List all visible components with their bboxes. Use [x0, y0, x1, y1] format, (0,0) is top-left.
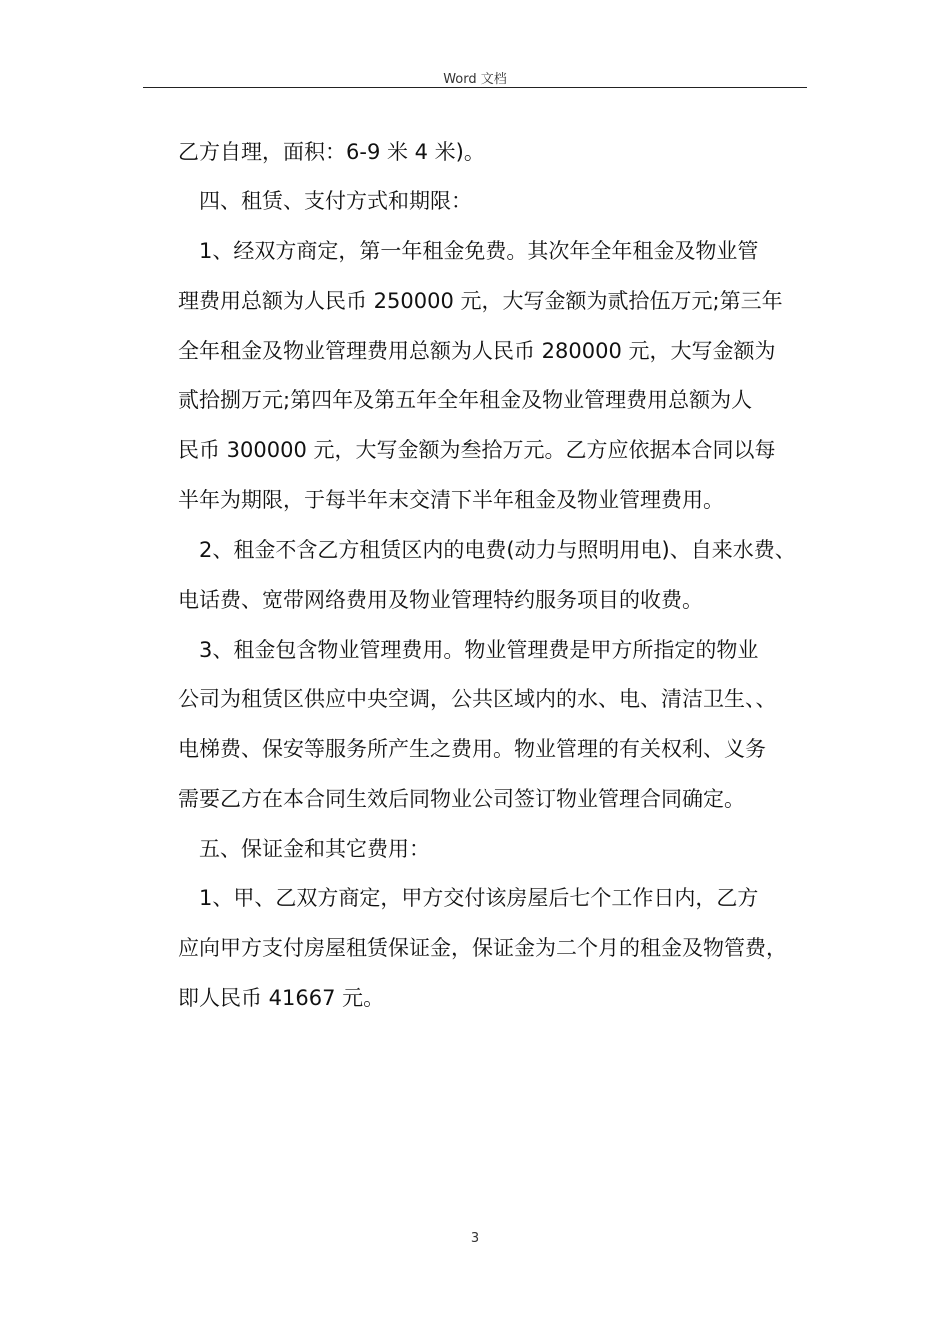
body-line: 3、租金包含物业管理费用。物业管理费是甲方所指定的物业 — [199, 638, 759, 662]
body-line: 贰拾捌万元;第四年及第五年全年租金及物业管理费用总额为人 — [178, 388, 753, 412]
section-heading: 四、租赁、支付方式和期限： — [199, 189, 472, 213]
body-line: 即人民币 41667 元。 — [178, 986, 385, 1010]
body-line: 应向甲方支付房屋租赁保证金，保证金为二个月的租金及物管费， — [178, 936, 787, 960]
page-header-title: Word 文档 — [443, 72, 507, 87]
body-line: 民币 300000 元，大写金额为叁拾万元。乙方应依据本合同以每 — [178, 438, 776, 462]
body-line: 1、经双方商定，第一年租金免费。其次年全年租金及物业管 — [199, 239, 759, 263]
body-line: 电梯费、保安等服务所产生之费用。物业管理的有关权利、义务 — [178, 737, 766, 761]
body-line: 公司为租赁区供应中央空调，公共区域内的水、电、清洁卫生、、 — [178, 687, 777, 711]
page-number: 3 — [470, 1231, 480, 1246]
section-heading: 五、保证金和其它费用： — [199, 837, 430, 861]
body-line: 电话费、宽带网络费用及物业管理特约服务项目的收费。 — [178, 588, 703, 612]
body-line: 乙方自理，面积：6-9 米 4 米)。 — [178, 140, 485, 164]
body-line: 理费用总额为人民币 250000 元，大写金额为贰拾伍万元;第三年 — [178, 289, 783, 313]
body-line: 半年为期限，于每半年末交清下半年租金及物业管理费用。 — [178, 488, 724, 512]
body-line: 需要乙方在本合同生效后同物业公司签订物业管理合同确定。 — [178, 787, 745, 811]
body-line: 2、租金不含乙方租赁区内的电费(动力与照明用电)、自来水费、 — [199, 538, 796, 562]
body-line: 全年租金及物业管理费用总额为人民币 280000 元，大写金额为 — [178, 339, 776, 363]
body-line: 1、甲、乙双方商定，甲方交付该房屋后七个工作日内，乙方 — [199, 886, 759, 910]
